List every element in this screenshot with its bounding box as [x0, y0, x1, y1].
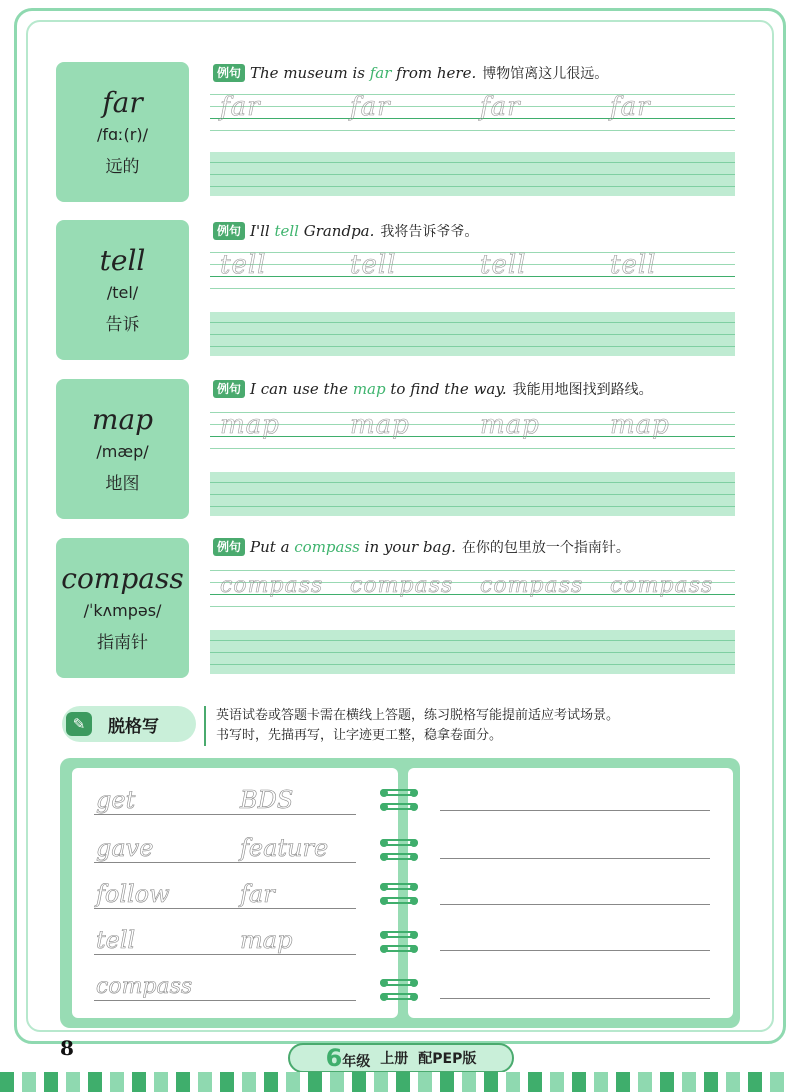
word-phonetic: /mæp/ — [96, 442, 149, 462]
practice-word: compass — [96, 974, 193, 999]
trace-word: compass — [350, 573, 454, 598]
stripe — [454, 1072, 462, 1092]
word-title: far — [102, 85, 143, 119]
stripe — [462, 1072, 476, 1092]
stripe — [352, 1072, 366, 1092]
tracing-lines — [210, 568, 735, 608]
writing-line — [94, 908, 356, 909]
practice-word: map — [240, 926, 293, 954]
example-translation: 在你的包里放一个指南针。 — [461, 540, 630, 556]
decorative-stripes — [0, 1072, 800, 1092]
word-phonetic: /tel/ — [106, 283, 139, 303]
practice-word: feature — [240, 834, 329, 862]
word-card-tell — [56, 220, 189, 360]
stripe — [770, 1072, 784, 1092]
page-number: 8 — [60, 1036, 74, 1060]
practice-word: tell — [96, 926, 136, 954]
stripe — [220, 1072, 234, 1092]
stripe — [674, 1072, 682, 1092]
answer-line[interactable] — [440, 810, 710, 811]
stripe — [110, 1072, 124, 1092]
example-text-before: I can use the — [250, 380, 353, 398]
notebook-right-page[interactable] — [408, 768, 733, 1018]
word-card-compass — [56, 538, 189, 678]
stripe — [36, 1072, 44, 1092]
binder-ring-icon — [380, 894, 418, 908]
binder-ring-icon — [380, 928, 418, 942]
trace-word: map — [350, 410, 410, 440]
word-phonetic: /fɑː(r)/ — [96, 125, 149, 145]
stripe — [594, 1072, 608, 1092]
example-translation: 博物馆离这儿很远。 — [482, 66, 609, 82]
stripe — [264, 1072, 278, 1092]
example-sentence — [213, 220, 753, 242]
example-text-before: Put a — [250, 538, 295, 556]
stripe — [418, 1072, 432, 1092]
stripe — [0, 1072, 14, 1092]
stripe — [586, 1072, 594, 1092]
example-text-after: to find the way. — [385, 380, 507, 398]
example-translation: 我将告诉爷爷。 — [380, 224, 479, 240]
stripe — [396, 1072, 410, 1092]
writing-line — [94, 814, 356, 815]
instruction-line: 英语试卷或答题卡需在横线上答题，练习脱格写能提前适应考试场景。 — [216, 708, 620, 723]
grade-number: 6 — [325, 1044, 343, 1072]
example-highlight: map — [352, 380, 386, 398]
stripe — [44, 1072, 58, 1092]
stripe — [80, 1072, 88, 1092]
stripe — [124, 1072, 132, 1092]
stripe — [520, 1072, 528, 1092]
binder-ring-icon — [380, 800, 418, 814]
answer-line[interactable] — [440, 998, 710, 999]
stripe — [242, 1072, 256, 1092]
stripe — [154, 1072, 168, 1092]
stripe — [88, 1072, 102, 1092]
stripe — [762, 1072, 770, 1092]
stripe — [564, 1072, 572, 1092]
trace-word: compass — [220, 573, 324, 598]
stripe — [308, 1072, 322, 1092]
stripe — [432, 1072, 440, 1092]
tracing-lines — [210, 92, 735, 132]
stripe — [484, 1072, 498, 1092]
practice-word: get — [96, 786, 136, 814]
stripe — [190, 1072, 198, 1092]
writing-band[interactable] — [210, 152, 735, 196]
stripe — [550, 1072, 564, 1092]
stripe — [374, 1072, 388, 1092]
trace-word: map — [610, 410, 670, 440]
word-title: map — [91, 402, 154, 436]
stripe — [212, 1072, 220, 1092]
stripe — [322, 1072, 330, 1092]
stripe — [66, 1072, 80, 1092]
stripe — [198, 1072, 212, 1092]
binder-ring-icon — [380, 880, 418, 894]
tracing-lines — [210, 250, 735, 290]
stripe — [704, 1072, 718, 1092]
stripe — [22, 1072, 36, 1092]
example-sentence — [213, 62, 753, 84]
word-card-map — [56, 379, 189, 519]
binder-ring-icon — [380, 942, 418, 956]
trace-word: far — [220, 92, 261, 122]
example-tag: 例句 — [213, 64, 245, 82]
stripe — [176, 1072, 190, 1092]
edition-label: 配PEP版 — [418, 1051, 477, 1067]
stripe — [168, 1072, 176, 1092]
stripe — [344, 1072, 352, 1092]
stripe — [132, 1072, 146, 1092]
pencil-note-icon: ✎ — [66, 712, 92, 736]
writing-band[interactable] — [210, 472, 735, 516]
stripe — [300, 1072, 308, 1092]
stripe — [146, 1072, 154, 1092]
stripe — [616, 1072, 630, 1092]
section-title: 脱格写 — [62, 706, 196, 742]
stripe — [630, 1072, 638, 1092]
stripe — [58, 1072, 66, 1092]
stripe — [410, 1072, 418, 1092]
example-text-after: Grandpa. — [298, 222, 375, 240]
tracing-lines — [210, 410, 735, 450]
word-meaning: 远的 — [105, 157, 140, 178]
word-phonetic: /ˈkʌmpəs/ — [83, 601, 162, 621]
stripe — [256, 1072, 264, 1092]
grade-label: 年级 — [342, 1054, 371, 1070]
trace-word: far — [350, 92, 391, 122]
stripe — [440, 1072, 454, 1092]
answer-line[interactable] — [440, 904, 710, 905]
example-highlight: compass — [294, 538, 360, 556]
stripe — [278, 1072, 286, 1092]
writing-line — [94, 1000, 356, 1001]
trace-word: far — [480, 92, 521, 122]
stripe — [682, 1072, 696, 1092]
trace-word: tell — [610, 250, 657, 280]
stripe — [506, 1072, 520, 1092]
trace-word: tell — [480, 250, 527, 280]
stripe — [542, 1072, 550, 1092]
stripe — [660, 1072, 674, 1092]
example-tag: 例句 — [213, 222, 245, 240]
example-sentence — [213, 536, 753, 558]
writing-line — [94, 862, 356, 863]
stripe — [718, 1072, 726, 1092]
example-text-after: in your bag. — [359, 538, 456, 556]
word-card-far — [56, 62, 189, 202]
term-label: 上册 — [380, 1051, 409, 1067]
example-translation: 我能用地图找到路线。 — [512, 382, 653, 398]
edition-badge — [288, 1043, 514, 1073]
binder-ring-icon — [380, 976, 418, 990]
stripe — [286, 1072, 300, 1092]
stripe — [476, 1072, 484, 1092]
practice-word: gave — [96, 834, 154, 862]
stripe — [748, 1072, 762, 1092]
stripe — [572, 1072, 586, 1092]
writing-line — [94, 954, 356, 955]
example-tag: 例句 — [213, 538, 245, 556]
stripe — [498, 1072, 506, 1092]
trace-word: map — [480, 410, 540, 440]
instruction-line: 书写时，先描再写，让字迹更工整，稳拿卷面分。 — [216, 728, 503, 743]
example-text-before: I'll — [250, 222, 275, 240]
example-tag: 例句 — [213, 380, 245, 398]
stripe — [638, 1072, 652, 1092]
practice-word: BDS — [240, 786, 294, 814]
word-title: compass — [61, 561, 184, 595]
stripe — [388, 1072, 396, 1092]
stripe — [726, 1072, 740, 1092]
writing-band[interactable] — [210, 312, 735, 356]
binder-ring-icon — [380, 850, 418, 864]
stripe — [14, 1072, 22, 1092]
trace-word: tell — [220, 250, 267, 280]
trace-word: map — [220, 410, 280, 440]
stripe — [330, 1072, 344, 1092]
word-title: tell — [99, 243, 146, 277]
trace-word: compass — [480, 573, 584, 598]
binder-ring-icon — [380, 990, 418, 1004]
trace-word: far — [610, 92, 651, 122]
stripe — [102, 1072, 110, 1092]
stripe — [652, 1072, 660, 1092]
word-meaning: 地图 — [105, 474, 140, 495]
stripe — [608, 1072, 616, 1092]
section-instructions — [204, 706, 764, 746]
trace-word: compass — [610, 573, 714, 598]
trace-word: tell — [350, 250, 397, 280]
stripe — [696, 1072, 704, 1092]
word-meaning: 指南针 — [97, 633, 148, 654]
answer-line[interactable] — [440, 858, 710, 859]
practice-word: follow — [96, 880, 170, 908]
example-highlight: tell — [274, 222, 299, 240]
example-text-after: from here. — [391, 64, 477, 82]
word-meaning: 告诉 — [105, 315, 140, 336]
example-highlight: far — [369, 64, 392, 82]
stripe — [366, 1072, 374, 1092]
stripe — [740, 1072, 748, 1092]
answer-line[interactable] — [440, 950, 710, 951]
binder-ring-icon — [380, 786, 418, 800]
example-text-before: The museum is — [250, 64, 370, 82]
example-sentence — [213, 378, 753, 400]
practice-word: far — [240, 880, 275, 908]
stripe — [528, 1072, 542, 1092]
stripe — [234, 1072, 242, 1092]
writing-band[interactable] — [210, 630, 735, 674]
binder-ring-icon — [380, 836, 418, 850]
